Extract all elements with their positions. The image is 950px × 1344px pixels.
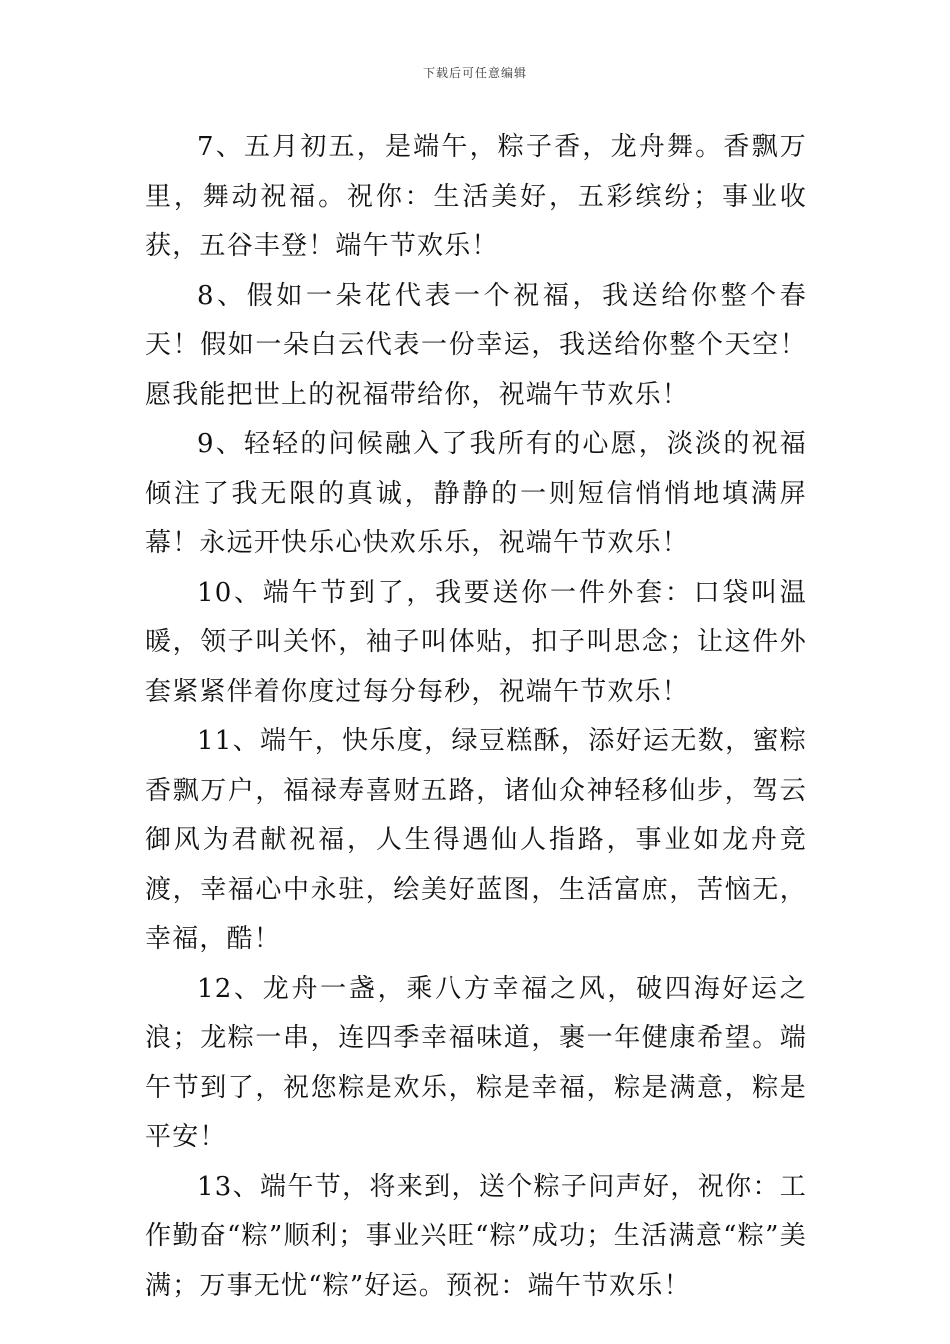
paragraph-12: 12、龙舟一盏，乘八方幸福之风，破四海好运之浪；龙粽一串，连四季幸福味道，裹一年健康希望。端午节到了，祝您粽是欢乐，粽是幸福，粽是满意，粽是平安！ xyxy=(145,973,807,1152)
paragraph-9: 9、轻轻的问候融入了我所有的心愿，淡淡的祝福倾注了我无限的真诚，静静的一则短信悄悄地填满屏幕！永远开快乐心快欢乐乐，祝端午节欢乐！ xyxy=(145,429,807,558)
paragraph-8: 8、假如一朵花代表一个祝福，我送给你整个春天！假如一朵白云代表一份幸运，我送给你整个天空！愿我能把世上的祝福带给你，祝端午节欢乐！ xyxy=(145,280,807,410)
document-body xyxy=(145,123,807,1311)
paragraph-13: 13、端午节，将来到，送个粽子问声好，祝你：工作勤奋“粽”顺利；事业兴旺“粽”成功；生活满意“粽”美满；万事无忧“粽”好运。预祝：端午节欢乐！ xyxy=(145,1171,807,1301)
paragraph-11: 11、端午，快乐度，绿豆糕酥，添好运无数，蜜粽香飘万户，福禄寿喜财五路，诸仙众神轻移仙步，驾云御风为君献祝福，人生得遇仙人指路，事业如龙舟竞渡，幸福心中永驻，绘美好蓝图，生活富庶，苦恼无，幸福，酷！ xyxy=(145,726,807,954)
page-header: 下载后可任意编辑 xyxy=(422,66,527,80)
paragraph-7: 7、五月初五，是端午，粽子香，龙舟舞。香飘万里，舞动祝福。祝你：生活美好，五彩缤纷；事业收获，五谷丰登！端午节欢乐！ xyxy=(145,132,807,261)
paragraph-10: 10、端午节到了，我要送你一件外套：口袋叫温暖，领子叫关怀，袖子叫体贴，扣子叫思念；让这件外套紧紧伴着你度过每分每秒，祝端午节欢乐！ xyxy=(145,577,807,707)
